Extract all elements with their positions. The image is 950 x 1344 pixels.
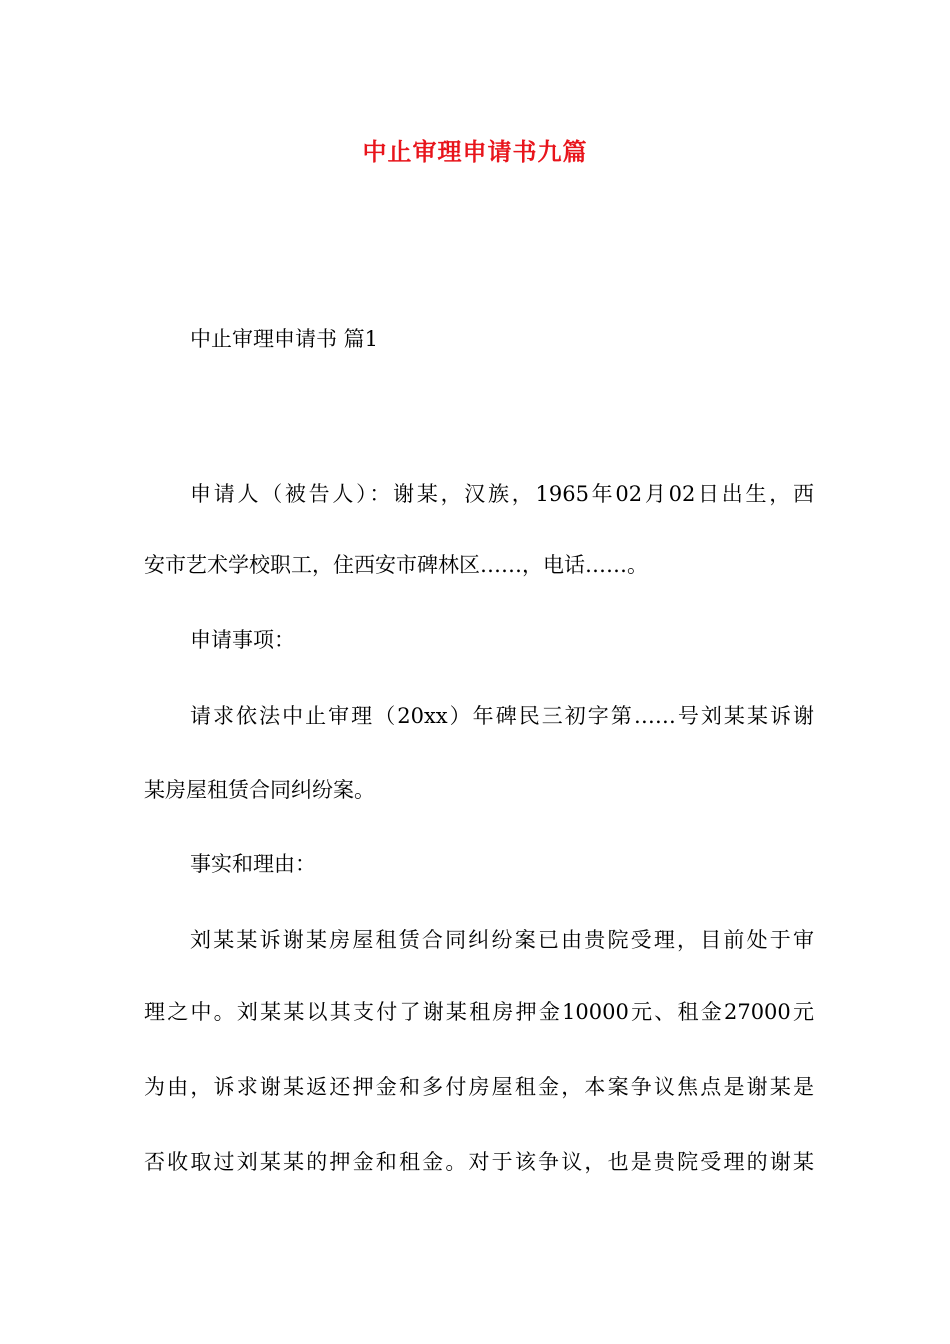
document-title: 中止审理申请书九篇 (362, 138, 588, 166)
paragraph-line: 为由，诉求谢某返还押金和多付房屋租金，本案争议焦点是谢某是 (144, 1075, 814, 1099)
paragraph-line: 否收取过刘某某的押金和租金。对于该争议，也是贵院受理的谢某 (144, 1150, 814, 1174)
paragraph-line: 理之中。刘某某以其支付了谢某租房押金10000元、租金27000元 (144, 1000, 814, 1024)
paragraph-line: 某房屋租赁合同纠纷案。 (144, 778, 375, 802)
section-heading: 中止审理申请书 篇1 (190, 327, 379, 351)
paragraph-line: 申请人（被告人）：谢某，汉族，1965年02月02日出生，西 (190, 482, 814, 506)
paragraph-heading: 事实和理由： (190, 852, 316, 876)
paragraph-heading: 申请事项： (190, 628, 295, 652)
paragraph-line: 刘某某诉谢某房屋租赁合同纠纷案已由贵院受理，目前处于审 (190, 928, 814, 952)
paragraph-line: 请求依法中止审理（20xx）年碑民三初字第……号刘某某诉谢 (190, 704, 814, 728)
paragraph-line: 安市艺术学校职工，住西安市碑林区……，电话……。 (144, 553, 648, 577)
